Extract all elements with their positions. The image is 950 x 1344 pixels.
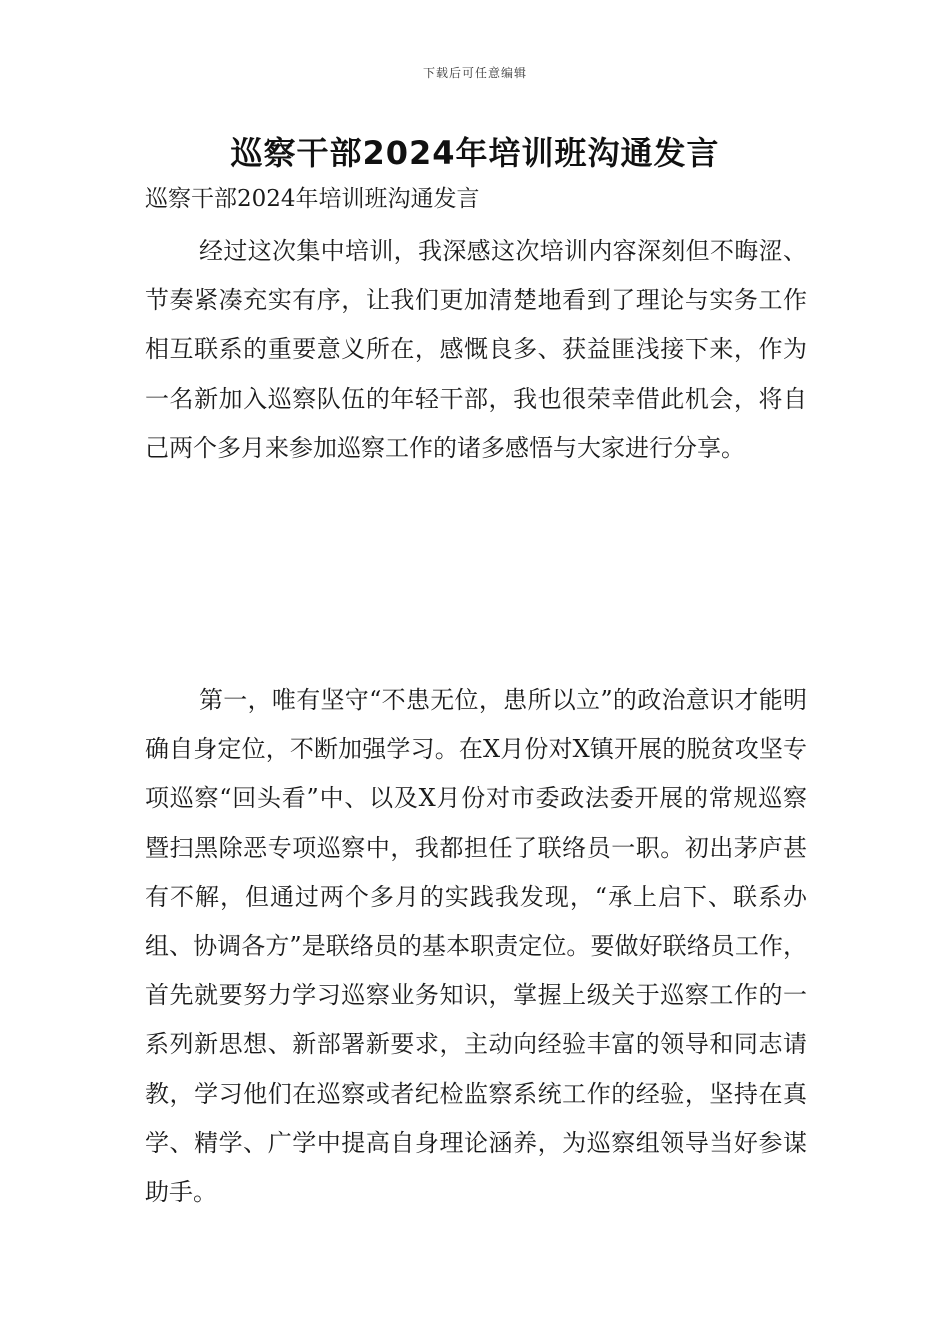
header-note: 下载后可任意编辑 (422, 66, 527, 80)
body-paragraph-2: 第一，唯有坚守“不患无位，患所以立”的政治意识才能明确自身定位，不断加强学习。在X月份对X镇开展的脱贫攻坚专项巡察“回头看”中、以及X月份对市委政法委开展的常规巡察暨扫黑除恶专项巡察中，我都担任了联络员一职。初出茅庐甚有不解，但通过两个多月的实践我发现，“承上启下、联系办组、协调各方”是联络员的基本职责定位。要做好联络员工作，首先就要努力学习巡察业务知识，掌握上级关于巡察工作的一系列新思想、新部署新要求，主动向经验丰富的领导和同志请教，学习他们在巡察或者纪检监察系统工作的经验，坚持在真学、精学、广学中提高自身理论涵养，为巡察组领导当好参谋助手。 (145, 686, 807, 1207)
body-paragraph-1: 经过这次集中培训，我深感这次培训内容深刻但不晦涩、节奏紧凑充实有序，让我们更加清楚地看到了理论与实务工作相互联系的重要意义所在，感慨良多、获益匪浅接下来，作为一名新加入巡察队伍的年轻干部，我也很荣幸借此机会，将自己两个多月来参加巡察工作的诸多感悟与大家进行分享。 (145, 237, 807, 462)
document-title: 巡察干部2024年培训班沟通发言 (230, 134, 720, 172)
document-subtitle: 巡察干部2024年培训班沟通发言 (145, 186, 480, 212)
